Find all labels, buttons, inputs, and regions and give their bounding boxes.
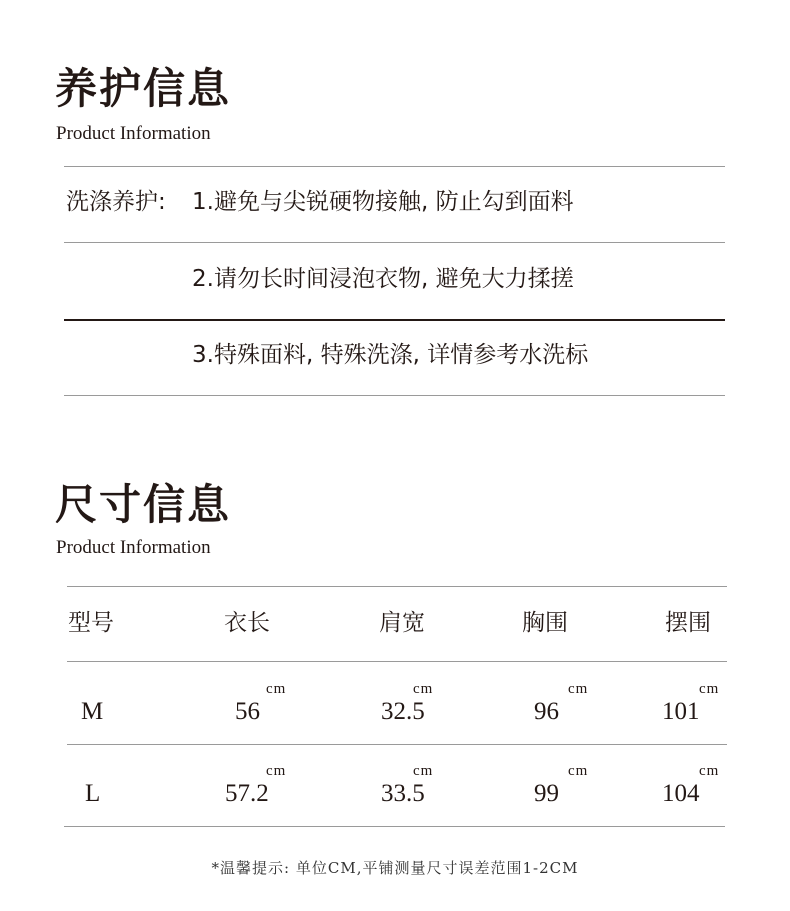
row-l-length-unit: cm xyxy=(266,763,287,779)
care-divider-1 xyxy=(64,242,725,243)
row-l-shoulder: 33.5 xyxy=(381,780,425,807)
row-m-size: M xyxy=(81,698,104,725)
header-model: 型号 xyxy=(68,610,114,636)
size-header-divider xyxy=(67,661,727,662)
care-title: 养护信息 xyxy=(55,64,232,113)
row-m-length: 56 xyxy=(235,698,260,725)
care-subtitle: Product Information xyxy=(56,123,211,144)
size-table-bottom-divider xyxy=(64,826,725,827)
header-chest: 胸围 xyxy=(522,610,568,636)
header-length: 衣长 xyxy=(224,610,270,636)
care-top-divider xyxy=(64,166,725,167)
row-l-chest-unit: cm xyxy=(568,763,589,779)
care-bottom-divider xyxy=(64,395,725,396)
row-l-chest: 99 xyxy=(534,780,559,807)
care-item-2: 2.请勿长时间浸泡衣物, 避免大力揉搓 xyxy=(192,266,574,292)
care-item-1: 1.避免与尖锐硬物接触, 防止勾到面料 xyxy=(192,189,574,215)
row-m-shoulder-unit: cm xyxy=(413,681,434,697)
size-title: 尺寸信息 xyxy=(55,480,232,529)
row-m-chest-unit: cm xyxy=(568,681,589,697)
row-m-shoulder: 32.5 xyxy=(381,698,425,725)
size-row-divider xyxy=(67,744,727,745)
care-divider-2 xyxy=(64,319,725,321)
size-table-top-divider xyxy=(67,586,727,587)
header-hem: 摆围 xyxy=(665,610,711,636)
row-l-hem: 104 xyxy=(662,780,700,807)
care-label: 洗涤养护: xyxy=(66,189,166,215)
row-m-chest: 96 xyxy=(534,698,559,725)
size-note: *温馨提示: 单位CM,平铺测量尺寸误差范围1-2CM xyxy=(211,859,579,877)
row-l-shoulder-unit: cm xyxy=(413,763,434,779)
row-l-size: L xyxy=(85,780,101,807)
row-l-length: 57.2 xyxy=(225,780,269,807)
size-subtitle: Product Information xyxy=(56,537,211,558)
row-m-hem-unit: cm xyxy=(699,681,720,697)
header-shoulder: 肩宽 xyxy=(379,610,425,636)
care-item-3: 3.特殊面料, 特殊洗涤, 详情参考水洗标 xyxy=(192,342,589,368)
row-m-length-unit: cm xyxy=(266,681,287,697)
row-m-hem: 101 xyxy=(662,698,700,725)
row-l-hem-unit: cm xyxy=(699,763,720,779)
